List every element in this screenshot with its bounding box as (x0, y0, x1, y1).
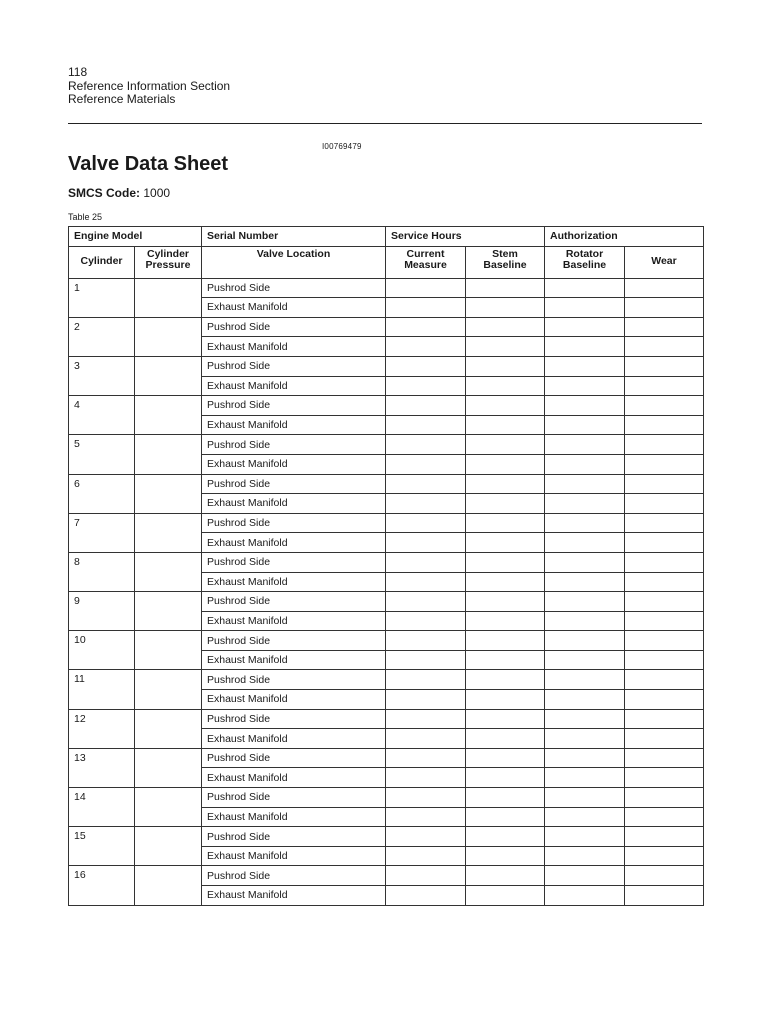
rotator-baseline-cell[interactable] (545, 788, 625, 808)
table-row (69, 788, 704, 808)
cylinder-pressure-cell[interactable] (135, 631, 202, 670)
stem-baseline-cell[interactable] (466, 866, 545, 886)
valve-location-cell: Exhaust Manifold (202, 533, 386, 553)
service-hours-header: Service Hours (386, 227, 545, 247)
wear-cell[interactable] (625, 846, 704, 866)
table-row (69, 317, 704, 337)
cylinder-pressure-cell[interactable] (135, 552, 202, 591)
table-row (69, 866, 704, 886)
valve-location-cell: Exhaust Manifold (202, 494, 386, 514)
wear-cell[interactable] (625, 376, 704, 396)
rotator-baseline-cell[interactable] (545, 592, 625, 612)
cylinder-pressure-cell[interactable] (135, 513, 202, 552)
wear-cell[interactable] (625, 454, 704, 474)
stem-baseline-cell[interactable] (466, 788, 545, 808)
rotator-baseline-cell[interactable] (545, 807, 625, 827)
valve-location-cell: Pushrod Side (202, 435, 386, 455)
valve-location-cell: Pushrod Side (202, 709, 386, 729)
valve-location-cell: Pushrod Side (202, 474, 386, 494)
cylinder-pressure-cell[interactable] (135, 709, 202, 748)
stem-baseline-cell[interactable] (466, 611, 545, 631)
rotator-baseline-cell[interactable] (545, 317, 625, 337)
valve-location-cell: Pushrod Side (202, 592, 386, 612)
current-measure-cell[interactable] (386, 337, 466, 357)
current-measure-cell[interactable] (386, 435, 466, 455)
wear-cell[interactable] (625, 513, 704, 533)
header-row-info (69, 227, 704, 247)
current-measure-cell[interactable] (386, 827, 466, 847)
current-measure-cell[interactable] (386, 415, 466, 435)
wear-cell[interactable] (625, 415, 704, 435)
valve-location-cell: Pushrod Side (202, 552, 386, 572)
current-measure-cell[interactable] (386, 513, 466, 533)
valve-location-cell: Pushrod Side (202, 278, 386, 298)
table-row (69, 592, 704, 612)
header-row-columns (69, 246, 704, 278)
rotator-baseline-cell[interactable] (545, 866, 625, 886)
valve-location-cell: Exhaust Manifold (202, 886, 386, 906)
current-measure-cell[interactable] (386, 278, 466, 298)
valve-location-cell: Pushrod Side (202, 866, 386, 886)
cylinder-pressure-cell[interactable] (135, 474, 202, 513)
stem-baseline-cell[interactable] (466, 748, 545, 768)
wear-cell[interactable] (625, 670, 704, 690)
stem-baseline-cell[interactable] (466, 886, 545, 906)
valve-location-cell: Exhaust Manifold (202, 454, 386, 474)
valve-location-cell: Exhaust Manifold (202, 729, 386, 749)
stem-baseline-cell[interactable] (466, 846, 545, 866)
valve-location-cell: Pushrod Side (202, 788, 386, 808)
valve-location-cell: Pushrod Side (202, 631, 386, 651)
valve-location-cell: Pushrod Side (202, 827, 386, 847)
current-measure-cell[interactable] (386, 886, 466, 906)
table-row (69, 278, 704, 298)
cylinder-number-cell: 10 (69, 631, 135, 670)
cylinder-number-cell: 13 (69, 748, 135, 787)
table-row (69, 396, 704, 416)
wear-cell[interactable] (625, 768, 704, 788)
cylinder-number-cell: 16 (69, 866, 135, 905)
wear-cell[interactable] (625, 317, 704, 337)
cylinder-number-cell: 14 (69, 788, 135, 827)
stem-baseline-cell[interactable] (466, 572, 545, 592)
valve-location-cell: Pushrod Side (202, 356, 386, 376)
wear-cell[interactable] (625, 356, 704, 376)
stem-baseline-cell[interactable] (466, 533, 545, 553)
cylinder-number-cell: 9 (69, 592, 135, 631)
engine-model-header: Engine Model (69, 227, 202, 247)
rotator-baseline-cell[interactable] (545, 376, 625, 396)
stem-baseline-cell[interactable] (466, 317, 545, 337)
valve-location-cell: Pushrod Side (202, 748, 386, 768)
valve-location-header: Valve Location (202, 246, 386, 278)
table-row (69, 631, 704, 651)
current-measure-cell[interactable] (386, 317, 466, 337)
stem-baseline-cell[interactable] (466, 768, 545, 788)
rotator-baseline-cell[interactable] (545, 533, 625, 553)
rotator-baseline-cell[interactable] (545, 415, 625, 435)
current-measure-cell[interactable] (386, 788, 466, 808)
cylinder-number-cell: 3 (69, 356, 135, 395)
cylinder-number-cell: 1 (69, 278, 135, 317)
rotator-baseline-cell[interactable] (545, 650, 625, 670)
wear-cell[interactable] (625, 552, 704, 572)
table-row (69, 356, 704, 376)
stem-baseline-cell[interactable] (466, 278, 545, 298)
cylinder-number-cell: 6 (69, 474, 135, 513)
valve-location-cell: Exhaust Manifold (202, 846, 386, 866)
stem-baseline-cell[interactable] (466, 827, 545, 847)
current-measure-cell[interactable] (386, 592, 466, 612)
cylinder-header: Cylinder (69, 246, 135, 278)
wear-cell[interactable] (625, 278, 704, 298)
rotator-baseline-cell[interactable] (545, 298, 625, 318)
stem-baseline-cell[interactable] (466, 415, 545, 435)
table-row (69, 474, 704, 494)
rotator-baseline-cell[interactable] (545, 748, 625, 768)
valve-location-cell: Pushrod Side (202, 317, 386, 337)
table-row (69, 435, 704, 455)
serial-number-header: Serial Number (202, 227, 386, 247)
current-measure-header: Current Measure (386, 246, 466, 278)
valve-location-cell: Exhaust Manifold (202, 690, 386, 710)
current-measure-cell[interactable] (386, 396, 466, 416)
stem-baseline-cell[interactable] (466, 670, 545, 690)
stem-baseline-cell[interactable] (466, 337, 545, 357)
section-name: Reference Information Section (68, 78, 231, 93)
cylinder-pressure-cell[interactable] (135, 748, 202, 787)
wear-cell[interactable] (625, 788, 704, 808)
valve-location-cell: Exhaust Manifold (202, 650, 386, 670)
stem-baseline-cell[interactable] (466, 435, 545, 455)
cylinder-pressure-cell[interactable] (135, 827, 202, 866)
current-measure-cell[interactable] (386, 650, 466, 670)
wear-cell[interactable] (625, 709, 704, 729)
current-measure-cell[interactable] (386, 631, 466, 651)
wear-cell[interactable] (625, 886, 704, 906)
current-measure-cell[interactable] (386, 454, 466, 474)
stem-baseline-cell[interactable] (466, 298, 545, 318)
rotator-baseline-cell[interactable] (545, 611, 625, 631)
rotator-baseline-cell[interactable] (545, 729, 625, 749)
cylinder-pressure-cell[interactable] (135, 670, 202, 709)
table-row (69, 748, 704, 768)
stem-baseline-cell[interactable] (466, 494, 545, 514)
header-divider (68, 123, 702, 124)
cylinder-number-cell: 11 (69, 670, 135, 709)
table-row (69, 552, 704, 572)
cylinder-pressure-cell[interactable] (135, 435, 202, 474)
wear-cell[interactable] (625, 611, 704, 631)
cylinder-pressure-cell[interactable] (135, 866, 202, 905)
stem-baseline-cell[interactable] (466, 631, 545, 651)
current-measure-cell[interactable] (386, 670, 466, 690)
rotator-baseline-cell[interactable] (545, 356, 625, 376)
cylinder-number-cell: 15 (69, 827, 135, 866)
current-measure-cell[interactable] (386, 807, 466, 827)
wear-cell[interactable] (625, 827, 704, 847)
wear-cell[interactable] (625, 396, 704, 416)
document-id: I00769479 (322, 142, 362, 151)
wear-cell[interactable] (625, 807, 704, 827)
stem-baseline-cell[interactable] (466, 454, 545, 474)
wear-cell[interactable] (625, 650, 704, 670)
rotator-baseline-cell[interactable] (545, 846, 625, 866)
valve-location-cell: Exhaust Manifold (202, 298, 386, 318)
rotator-baseline-cell[interactable] (545, 690, 625, 710)
current-measure-cell[interactable] (386, 690, 466, 710)
current-measure-cell[interactable] (386, 552, 466, 572)
cylinder-number-cell: 7 (69, 513, 135, 552)
current-measure-cell[interactable] (386, 768, 466, 788)
rotator-baseline-cell[interactable] (545, 494, 625, 514)
rotator-baseline-cell[interactable] (545, 513, 625, 533)
cylinder-pressure-cell[interactable] (135, 396, 202, 435)
cylinder-pressure-cell[interactable] (135, 278, 202, 317)
subsection-name: Reference Materials (68, 92, 176, 106)
rotator-baseline-cell[interactable] (545, 337, 625, 357)
rotator-baseline-cell[interactable] (545, 435, 625, 455)
rotator-baseline-cell[interactable] (545, 454, 625, 474)
smcs-code (68, 186, 170, 200)
valve-location-cell: Exhaust Manifold (202, 415, 386, 435)
valve-location-cell: Exhaust Manifold (202, 337, 386, 357)
rotator-baseline-cell[interactable] (545, 886, 625, 906)
valve-location-cell: Exhaust Manifold (202, 768, 386, 788)
current-measure-cell[interactable] (386, 729, 466, 749)
authorization-header: Authorization (545, 227, 704, 247)
valve-location-cell: Exhaust Manifold (202, 572, 386, 592)
rotator-baseline-cell[interactable] (545, 278, 625, 298)
current-measure-cell[interactable] (386, 376, 466, 396)
wear-cell[interactable] (625, 435, 704, 455)
cylinder-number-cell: 8 (69, 552, 135, 591)
stem-baseline-cell[interactable] (466, 592, 545, 612)
stem-baseline-header: Stem Baseline (466, 246, 545, 278)
rotator-baseline-cell[interactable] (545, 768, 625, 788)
rotator-baseline-cell[interactable] (545, 396, 625, 416)
current-measure-cell[interactable] (386, 298, 466, 318)
stem-baseline-cell[interactable] (466, 552, 545, 572)
rotator-baseline-cell[interactable] (545, 474, 625, 494)
cylinder-pressure-cell[interactable] (135, 592, 202, 631)
wear-cell[interactable] (625, 690, 704, 710)
rotator-baseline-cell[interactable] (545, 572, 625, 592)
stem-baseline-cell[interactable] (466, 474, 545, 494)
valve-location-cell: Exhaust Manifold (202, 376, 386, 396)
stem-baseline-cell[interactable] (466, 356, 545, 376)
rotator-baseline-header: Rotator Baseline (545, 246, 625, 278)
current-measure-cell[interactable] (386, 846, 466, 866)
wear-header: Wear (625, 246, 704, 278)
valve-location-cell: Exhaust Manifold (202, 807, 386, 827)
stem-baseline-cell[interactable] (466, 396, 545, 416)
valve-location-cell: Pushrod Side (202, 513, 386, 533)
rotator-baseline-cell[interactable] (545, 552, 625, 572)
current-measure-cell[interactable] (386, 748, 466, 768)
cylinder-pressure-header: Cylinder Pressure (135, 246, 202, 278)
cylinder-number-cell: 4 (69, 396, 135, 435)
rotator-baseline-cell[interactable] (545, 827, 625, 847)
wear-cell[interactable] (625, 337, 704, 357)
page-title: Valve Data Sheet (68, 153, 229, 175)
table-row (69, 709, 704, 729)
wear-cell[interactable] (625, 494, 704, 514)
stem-baseline-cell[interactable] (466, 807, 545, 827)
cylinder-number-cell: 12 (69, 709, 135, 748)
stem-baseline-cell[interactable] (466, 709, 545, 729)
current-measure-cell[interactable] (386, 572, 466, 592)
page-header (68, 66, 230, 107)
cylinder-pressure-cell[interactable] (135, 788, 202, 827)
table-row (69, 827, 704, 847)
valve-data-table (68, 226, 704, 906)
wear-cell[interactable] (625, 866, 704, 886)
wear-cell[interactable] (625, 729, 704, 749)
rotator-baseline-cell[interactable] (545, 709, 625, 729)
wear-cell[interactable] (625, 474, 704, 494)
current-measure-cell[interactable] (386, 866, 466, 886)
rotator-baseline-cell[interactable] (545, 631, 625, 651)
table-row (69, 670, 704, 690)
wear-cell[interactable] (625, 298, 704, 318)
stem-baseline-cell[interactable] (466, 690, 545, 710)
table-caption: Table 25 (68, 212, 103, 222)
cylinder-number-cell: 5 (69, 435, 135, 474)
current-measure-cell[interactable] (386, 356, 466, 376)
current-measure-cell[interactable] (386, 474, 466, 494)
cylinder-pressure-cell[interactable] (135, 356, 202, 395)
wear-cell[interactable] (625, 748, 704, 768)
smcs-label: SMCS Code: (68, 186, 140, 200)
current-measure-cell[interactable] (386, 494, 466, 514)
wear-cell[interactable] (625, 533, 704, 553)
valve-table-body (69, 278, 704, 905)
stem-baseline-cell[interactable] (466, 513, 545, 533)
wear-cell[interactable] (625, 572, 704, 592)
stem-baseline-cell[interactable] (466, 376, 545, 396)
current-measure-cell[interactable] (386, 533, 466, 553)
cylinder-pressure-cell[interactable] (135, 317, 202, 356)
table-row (69, 513, 704, 533)
current-measure-cell[interactable] (386, 709, 466, 729)
current-measure-cell[interactable] (386, 611, 466, 631)
page-number: 118 (68, 65, 88, 79)
valve-location-cell: Pushrod Side (202, 670, 386, 690)
valve-location-cell: Exhaust Manifold (202, 611, 386, 631)
rotator-baseline-cell[interactable] (545, 670, 625, 690)
cylinder-number-cell: 2 (69, 317, 135, 356)
wear-cell[interactable] (625, 592, 704, 612)
stem-baseline-cell[interactable] (466, 650, 545, 670)
stem-baseline-cell[interactable] (466, 729, 545, 749)
smcs-value: 1000 (143, 186, 171, 200)
wear-cell[interactable] (625, 631, 704, 651)
valve-location-cell: Pushrod Side (202, 396, 386, 416)
